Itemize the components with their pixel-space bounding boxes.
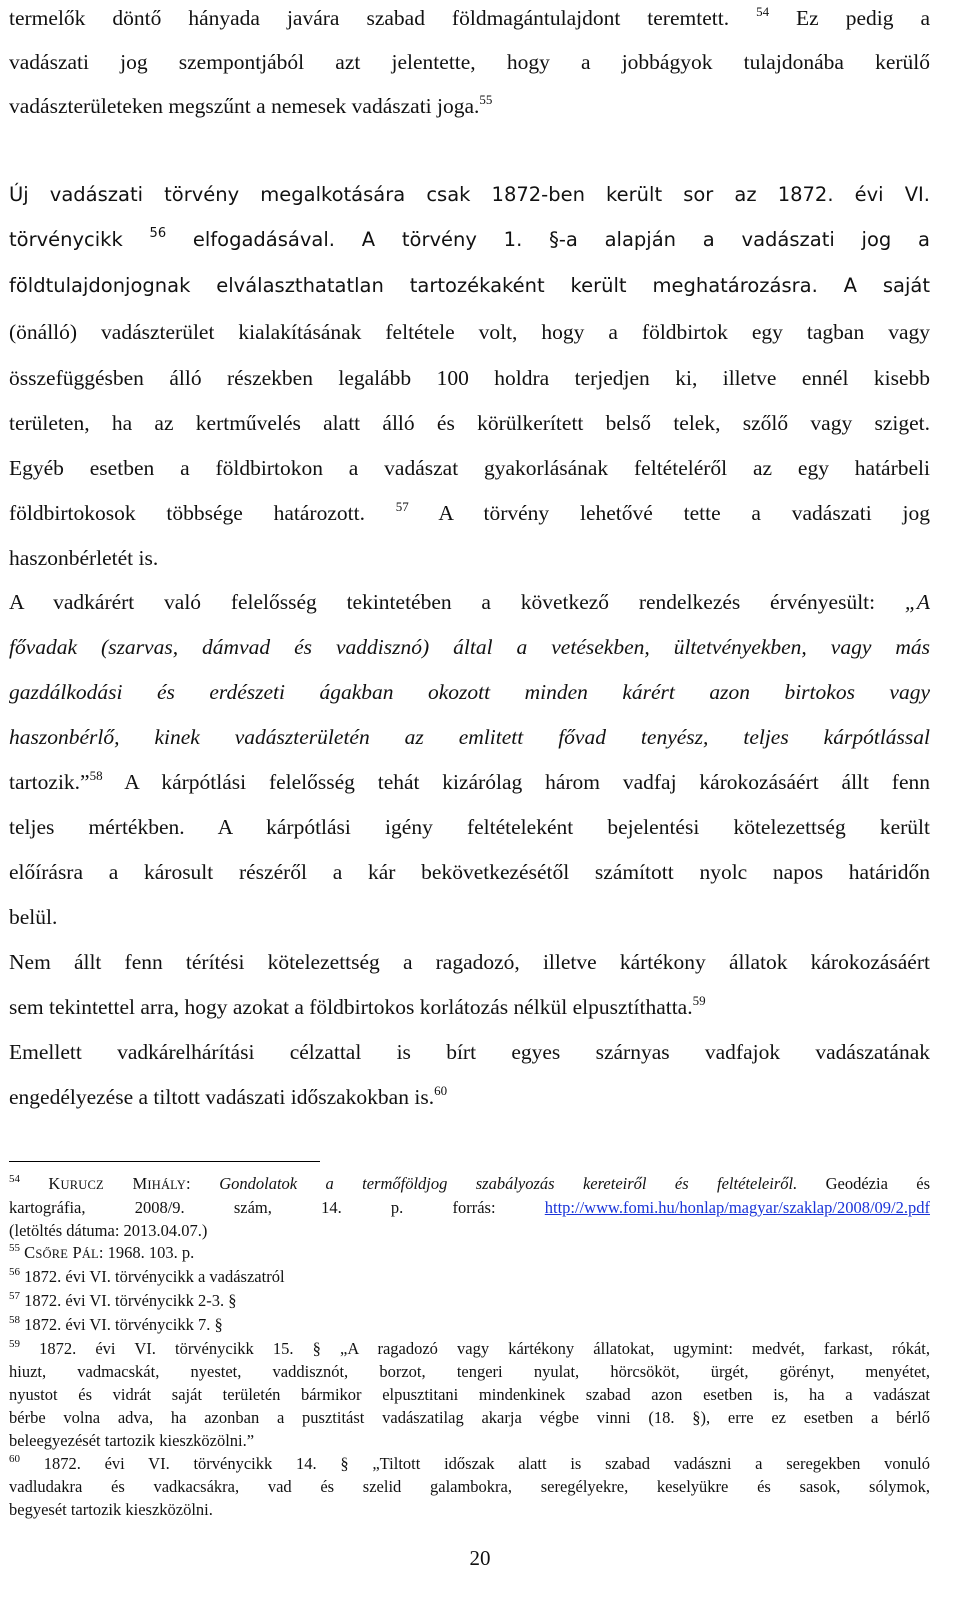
line-text: Emellett vadkárelhárítási célzattal is bírt egyes szárnyas vadfajok vadászatának bbox=[9, 1040, 930, 1064]
line-text: (önálló) vadászterület kialakításának feltétele volt, hogy a földbirtok egy tagban vagy bbox=[9, 320, 930, 344]
line-text: földtulajdonjognak elválaszthatatlan tartozékaként került meghatározásra. bbox=[9, 274, 818, 297]
footnote-60: $^{60}$ 1872. évi VI. törvénycikk 14. § „Tiltott időszak alatt is szabad vadászni a seregekben vonuló bbox=[9, 1453, 930, 1473]
body-line bbox=[9, 320, 930, 345]
body-line bbox=[9, 366, 930, 391]
line-text: A vadkárért való felelősség tekintetében a következő rendelkezés érvényesült: bbox=[9, 590, 905, 614]
line-text: A saját bbox=[817, 274, 930, 297]
line-italic-text: gazdálkodási és erdészeti ágakban okozott minden kárért azon birtokos vagy bbox=[9, 680, 930, 704]
body-line bbox=[9, 456, 930, 481]
footnote-number: 54 bbox=[9, 1173, 20, 1185]
footnote-56: $^{56}$ 1872. évi VI. törvénycikk a vadászatról bbox=[9, 1266, 285, 1286]
body-line bbox=[9, 501, 930, 526]
body-line bbox=[9, 590, 930, 615]
footnote-reference: 57 bbox=[395, 499, 409, 514]
footnote-reference: 56 bbox=[149, 226, 167, 241]
footnote-source-link[interactable]: http://www.fomi.hu/honlap/magyar/szaklap/2008/09/2.pdf bbox=[544, 1198, 930, 1217]
line-text: területen, ha az kertművelés alatt álló és körülkerített belső telek, szőlő vagy sziget. bbox=[9, 411, 930, 435]
line-text: sem tekintettel arra, hogy azokat a földbirtokos korlátozás nélkül elpusztíthatta. bbox=[9, 995, 693, 1019]
line-text: összefüggésben álló részekben legalább 100 holdra terjedjen ki, illetve ennél kisebb bbox=[9, 366, 930, 390]
line-text: elfogadásával. A törvény 1. §-a alapján a vadászati jog a bbox=[166, 228, 931, 251]
footnote-author: CSŐRE PÁL bbox=[24, 1243, 99, 1262]
body-line bbox=[9, 94, 930, 119]
line-text: A kárpótlási felelősség tehát kizárólag három vadfaj károkozásáért állt fenn bbox=[102, 770, 930, 794]
body-line bbox=[9, 274, 930, 297]
footnote-author: KURUCZ MIHÁLY: bbox=[48, 1174, 191, 1193]
body-line bbox=[9, 6, 930, 31]
footnote-reference: 59 bbox=[692, 993, 706, 1008]
line-text: tartozik.” bbox=[9, 770, 90, 794]
body-line bbox=[9, 183, 930, 206]
line-italic-text: „A bbox=[904, 590, 930, 614]
line-italic-text: haszonbérlő, kinek vadászterületén az emlitett fővad tenyész, teljes kárpótlással bbox=[9, 725, 930, 749]
body-line bbox=[9, 635, 930, 660]
line-text: Ez pedig a bbox=[769, 6, 930, 30]
footnote-title: Gondolatok a termőföldjog szabályozás kereteiről és feltételeiről. bbox=[219, 1174, 798, 1193]
body-line bbox=[9, 546, 930, 571]
body-line bbox=[9, 995, 930, 1020]
footnote-54-line-3: (letöltés dátuma: 2013.04.07.) bbox=[9, 1221, 208, 1240]
body-line bbox=[9, 50, 930, 75]
page-number: 20 bbox=[469, 1546, 491, 1570]
body-line bbox=[9, 1085, 930, 1110]
body-line bbox=[9, 725, 930, 750]
footnote-60-line: vadludakra és vadkacsákra, vad és szelid galambokra, seregélyekre, keselyükre és sasok, sólymok, bbox=[9, 1477, 930, 1496]
line-text: termelők döntő hányada javára szabad földmagántulajdont teremtett. bbox=[9, 6, 757, 30]
footnote-separator bbox=[9, 1161, 320, 1162]
footnote-54-line-2: kartográfia, 2008/9. szám, 14. p. forrás: http://www.fomi.hu/honlap/magyar/szaklap/2008/09/2.pdf bbox=[9, 1198, 930, 1217]
line-italic-text: fővadak (szarvas, dámvad és vaddisznó) által a vetésekben, ültetvényekben, vagy más bbox=[9, 635, 930, 659]
footnote-59-line: hiuzt, vadmacskát, nyestet, vaddisznót, borzot, tengeri nyulat, hörcsököt, ürgét, görényt, menyétet, bbox=[9, 1362, 930, 1381]
body-line bbox=[9, 905, 930, 930]
body-line bbox=[9, 770, 930, 795]
body-line bbox=[9, 815, 930, 840]
line-text: haszonbérletét is. bbox=[9, 546, 159, 570]
line-text: engedélyezése a tiltott vadászati időszakokban is. bbox=[9, 1085, 435, 1109]
line-text: előírásra a károsult részéről a kár bekövetkezésétől számított nyolc napos határidőn bbox=[9, 860, 930, 884]
body-line bbox=[9, 411, 930, 436]
footnote-60-line: begyesét tartozik kieszközölni. bbox=[9, 1500, 213, 1519]
line-text: Egyéb esetben a földbirtokon a vadászat gyakorlásának feltételéről az egy határbeli bbox=[9, 456, 930, 480]
footnote-reference: 55 bbox=[479, 92, 493, 107]
line-text: Nem állt fenn térítési kötelezettség a ragadozó, illetve kártékony állatok károkozásáért bbox=[9, 950, 930, 974]
footnote-journal: Geodézia és bbox=[825, 1174, 931, 1193]
footnote-59: $^{59}$ 1872. évi VI. törvénycikk 15. § „A ragadozó vagy kártékony állatokat, ugymint: medvét, farkast, rókát, bbox=[9, 1338, 931, 1358]
line-text: Új vadászati törvény megalkotására csak 1872-ben került sor az 1872. évi VI. bbox=[9, 183, 930, 206]
footnote-59-line: beleegyezését tartozik kieszközölni.” bbox=[9, 1431, 255, 1450]
footnote-reference: 58 bbox=[89, 768, 103, 783]
body-line bbox=[9, 860, 930, 885]
footnote-59-line: nyustot és vidrát saját területén bármikor elpusztitani mindenkinek szabad azon esetben is, ha a vadászat bbox=[9, 1385, 930, 1404]
body-line bbox=[9, 950, 930, 975]
line-text: földbirtokosok többsége határozott. bbox=[9, 501, 396, 525]
line-text: törvénycikk bbox=[9, 228, 150, 251]
footnote-57: $^{57}$ 1872. évi VI. törvénycikk 2-3. § bbox=[9, 1290, 237, 1310]
body-line bbox=[9, 1040, 930, 1065]
footnote-58: $^{58}$ 1872. évi VI. törvénycikk 7. § bbox=[9, 1314, 223, 1334]
line-text: vadászterületeken megszűnt a nemesek vadászati joga. bbox=[9, 94, 480, 118]
footnote-reference: 54 bbox=[756, 4, 770, 19]
footnote-reference: 60 bbox=[434, 1083, 448, 1098]
line-text: vadászati jog szempontjából azt jelentette, hogy a jobbágyok tulajdonába kerülő bbox=[9, 50, 930, 74]
footnote-55: $^{55}$ CSŐRE PÁL: 1968. 103. p. bbox=[9, 1242, 195, 1262]
body-line bbox=[9, 228, 930, 251]
footnote-59-line: bérbe volna adva, ha azonban a pusztitást vadászatilag akarja végbe vinni (18. §), erre ez esetben a bérlő bbox=[9, 1408, 930, 1427]
body-line bbox=[9, 680, 930, 705]
line-text: A törvény lehetővé tette a vadászati jog bbox=[408, 501, 930, 525]
line-text: belül. bbox=[9, 905, 58, 929]
footnote-54 bbox=[9, 1173, 930, 1197]
line-text: teljes mértékben. A kárpótlási igény feltételeként bejelentési kötelezettség került bbox=[9, 815, 930, 839]
